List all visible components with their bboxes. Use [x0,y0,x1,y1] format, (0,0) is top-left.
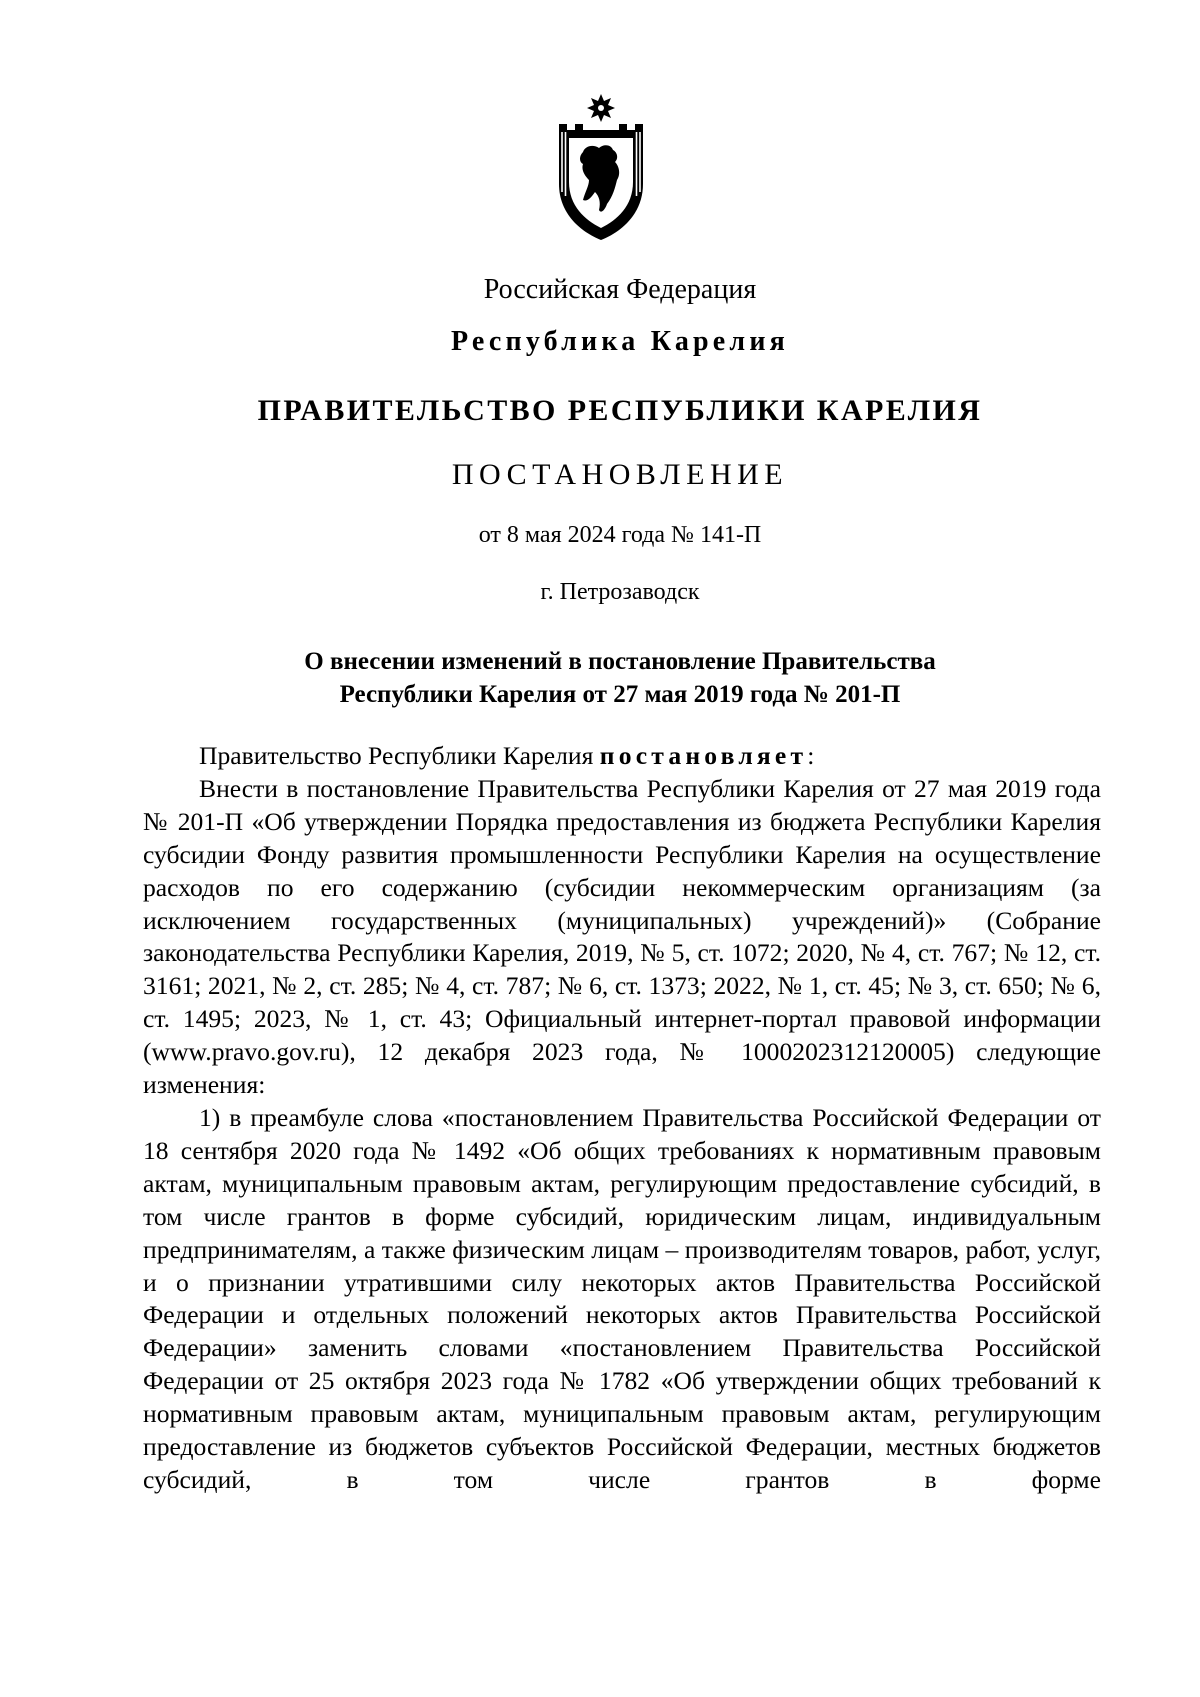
country-name: Российская Федерация [483,274,757,305]
intro-suffix: : [807,741,815,770]
document-title-line: Республики Карелия от 27 мая 2019 года № 201-П [339,681,901,708]
intro-paragraph [143,740,1101,773]
karelia-coat-of-arms-icon [555,92,647,242]
document-title [140,645,1100,711]
document-date-number: от 8 мая 2024 года № 141-П [478,522,762,548]
document-title-line: О внесении изменений в постановление Правительства [304,648,936,675]
document-city: г. Петрозаводск [540,579,700,605]
star-icon [587,94,615,122]
intro-verb: постановляет [599,741,808,770]
document-type: ПОСТАНОВЛЕНИЕ [451,458,789,491]
government-name: ПРАВИТЕЛЬСТВО РЕСПУБЛИКИ КАРЕЛИЯ [257,394,983,427]
republic-name: Республика Карелия [450,326,790,357]
body-paragraph: Внести в постановление Правительства Республики Карелия от 27 мая 2019 года № 201-П «Об утверждении Порядка предоставления из бюджета Республики Карелия субсидии Фонду развития промышленности Республики Карелия на осуществление расходов по его содержанию (субсидии некоммерческим организациям (за исключением государственных (муниципальных) учреждений)» (Собрание законодательства Республики Карелия, 2019, № 5, ст. 1072; 2020, № 4, ст. 767; № 12, ст. 3161; 2021, № 2, ст. 285; № 4, ст. 787; № 6, ст. 1373; 2022, № 1, ст. 45; № 3, ст. 650; № 6, ст. 1495; 2023, № 1, ст. 43; Официальный интернет-портал правовой информации (www.pravo.gov.ru), 12 декабря 2023 года, № 1000202312120005) следующие изменения: [143,773,1101,1100]
body-paragraph: 1) в преамбуле слова «постановлением Правительства Российской Федерации от 18 сентября 2020 года № 1492 «Об общих требованиях к нормативным правовым актам, муниципальным правовым актам, регулирующим предоставление субсидий, в том числе грантов в форме субсидий, юридическим лицам, индивидуальным предпринимателям, а также физическим лицам – производителям товаров, работ, услуг, и о признании утратившими силу некоторых актов Правительства Российской Федерации и отдельных положений некоторых актов Правительства Российской Федерации» заменить словами «постановлением Правительства Российской Федерации от 25 октября 2023 года № 1782 «Об утверждении общих требований к нормативным правовым актам, муниципальным правовым актам, регулирующим предоставление из бюджетов субъектов Российской Федерации, местных бюджетов субсидий, в том числе грантов в форме [143,1102,1101,1494]
intro-prefix: Правительство Республики Карелия [199,741,600,770]
document-body [143,740,1101,1497]
